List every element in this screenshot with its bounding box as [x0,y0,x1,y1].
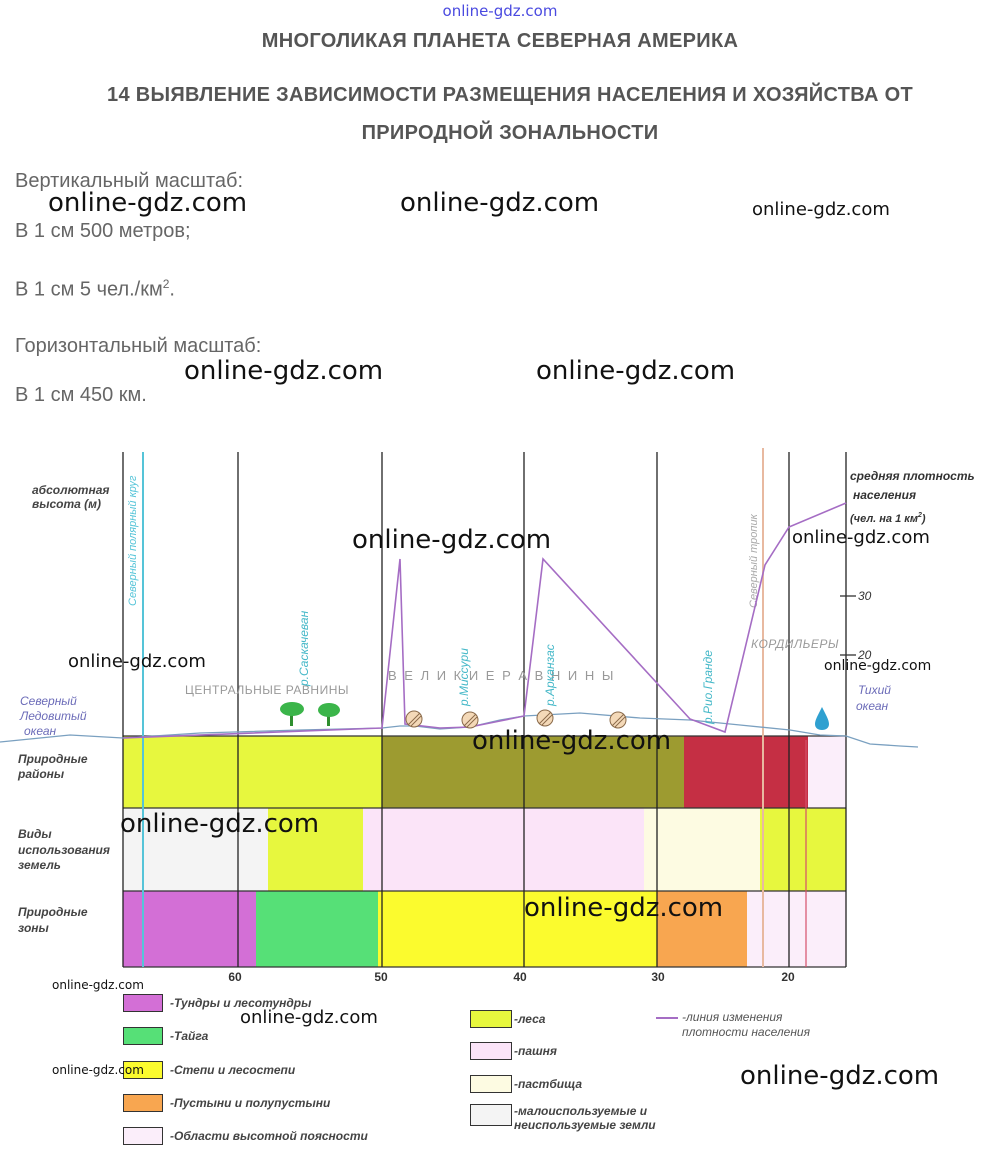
legend-steppe: -Степи и лесостепи [170,1063,296,1077]
vertical-scale-label: Вертикальный масштаб: [15,170,244,192]
tree-icon [280,702,304,726]
watermark: online-gdz.com [352,525,552,555]
label-natural-regions-2: районы [18,767,65,781]
zone-highland [747,891,846,967]
label-altitude-1: абсолютная [32,483,110,497]
density-label-3-text: (чел. на 1 км [850,513,918,525]
legend-highland: -Области высотной поясности [170,1129,368,1143]
vertical-scale-2-end: . [169,278,175,301]
river-arkansas: р.Арканзас [543,644,557,706]
legend-forest: -леса [514,1012,546,1026]
legend-swatch-desert [123,1094,163,1112]
landuse-forest-2 [760,808,846,891]
latitude-20: 20 [781,970,795,984]
latitude-60: 60 [228,970,242,984]
pacific-1: Тихий [858,683,891,697]
watermark: online-gdz.com [48,188,248,218]
legend-density-line-1: -линия изменения [682,1010,783,1024]
watermark: online-gdz.com [752,199,890,220]
horizontal-scale-label: Горизонтальный масштаб: [15,335,262,357]
vertical-scale-2-text: В 1 см 5 чел./км [15,278,163,301]
legend-pasture: -пастбища [514,1077,582,1091]
grain-icon [537,710,553,726]
watermark: online-gdz.com [824,658,932,674]
label-land-use-2: использования [18,843,110,857]
legend-swatch-unused [470,1104,512,1126]
watermark: online-gdz.com [240,1007,378,1028]
label-natural-zones-2: зоны [18,921,49,935]
landuse-pasture [644,808,760,891]
profile-diagram [0,440,1000,1000]
legend-swatch-tundra [123,994,163,1012]
legend-unused-2: неиспользуемые земли [514,1118,656,1132]
watermark: online-gdz.com [740,1061,940,1091]
label-land-use-1: Виды [18,827,52,841]
legend-unused-1: -малоиспользуемые и [514,1104,648,1118]
watermark: online-gdz.com [524,893,724,923]
latitude-50: 50 [374,970,388,984]
watermark: online-gdz.com [472,726,672,756]
zone-taiga [256,891,378,967]
density-tick-label-20: 20 [858,648,872,662]
legend-arable: -пашня [514,1044,557,1058]
density-label-1: средняя плотность [850,469,975,483]
legend-density-line-2: плотности населения [682,1025,811,1039]
legend-swatch-taiga [123,1027,163,1045]
arctic-ocean-2: Ледовитый [20,709,87,723]
watermark: online-gdz.com [52,978,144,992]
vertical-scale-2-sup: 2 [162,277,170,291]
label-altitude-2: высота (м) [32,497,102,511]
latitude-30: 30 [651,970,665,984]
arctic-ocean-3: океан [24,724,57,738]
great-plains-label: В Е Л И К И Е Р А В Н И Н Ы [388,668,616,683]
legend-desert: -Пустыни и полупустыни [170,1096,331,1110]
watermark: online-gdz.com [52,1063,144,1077]
watermark: online-gdz.com [536,356,736,386]
label-land-use-3: земель [18,858,61,872]
region-central-plains [123,736,382,808]
pacific-2: океан [856,699,889,713]
grain-icon [406,711,422,727]
tree-icon [318,703,340,726]
site-url[interactable]: online-gdz.com [442,2,558,20]
density-label-3 [850,512,926,525]
vertical-scale-1: В 1 см 500 метров; [15,220,191,242]
legend-swatch-highland [123,1127,163,1145]
density-label-2: населения [853,488,917,502]
page-title: МНОГОЛИКАЯ ПЛАНЕТА СЕВЕРНАЯ АМЕРИКА [261,30,739,52]
watermark: online-gdz.com [184,356,384,386]
legend-swatch-density-line [656,1017,678,1019]
page-subtitle [40,76,980,152]
label-natural-regions-1: Природные [18,752,88,766]
legend-swatch-pasture [470,1075,512,1093]
watermark: online-gdz.com [400,188,600,218]
river-rio-grande: р.Рио.Гранде [701,650,715,724]
river-missouri: р.Миссури [457,648,471,706]
subtitle-line-1: 14 ВЫЯВЛЕНИЕ ЗАВИСИМОСТИ РАЗМЕЩЕНИЯ НАСЕЛЕНИЯ И ХОЗЯЙСТВА ОТ [107,84,913,106]
density-tick-label-30: 30 [858,589,872,603]
subtitle-line-2: ПРИРОДНОЙ ЗОНАЛЬНОСТИ [361,122,659,144]
legend-tundra: -Тундры и лесотундры [170,996,312,1010]
river-saskatchewan: р.Саскачеван [297,610,311,686]
central-plains-label: ЦЕНТРАЛЬНЫЕ РАВНИНЫ [185,683,350,697]
latitude-40: 40 [513,970,527,984]
watermark: online-gdz.com [792,527,930,548]
arctic-circle-label: Северный полярный круг [127,475,139,606]
legend-swatch-arable [470,1042,512,1060]
density-label-3-end: ) [921,513,926,525]
watermark: online-gdz.com [68,651,206,672]
tropic-label: Северный тропик [748,514,760,608]
legend-swatch-forest [470,1010,512,1028]
watermark: online-gdz.com [120,809,320,839]
horizontal-scale-1: В 1 см 450 км. [15,384,147,406]
label-natural-zones-1: Природные [18,905,88,919]
cordillera-label: КОРДИЛЬЕРЫ [751,637,840,651]
vertical-scale-2 [15,277,175,302]
legend-taiga: -Тайга [170,1029,209,1043]
landuse-arable [363,808,644,891]
water-drop-icon [815,707,829,730]
arctic-ocean-1: Северный [20,694,77,708]
density-label-3-sup: 2 [918,512,922,519]
region-coast [808,736,846,808]
